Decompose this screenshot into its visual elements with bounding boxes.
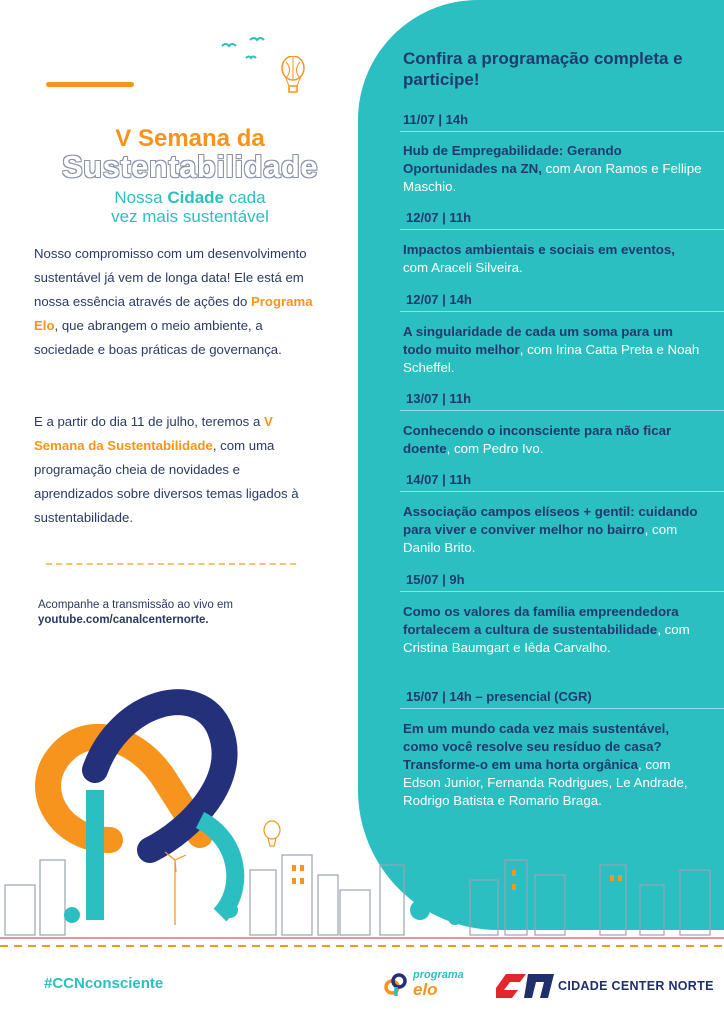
intro-paragraph — [34, 242, 316, 362]
event-description — [403, 323, 703, 377]
event-topic: A singularidade de cada um soma para um todo muito melhor — [403, 324, 673, 357]
event-description — [403, 603, 703, 657]
event-title-line1: V Semana da — [115, 125, 265, 152]
event-speakers: com Aron Ramos e Fellipe Maschio. — [403, 161, 702, 194]
logo-ccn-text: CIDADE CENTER NORTE — [558, 979, 714, 993]
event-speakers: , com Edson Junior, Fernanda Rodrigues, Le Andrade, Rodrigo Batista e Romario Braga. — [403, 757, 688, 808]
event-date: 11/07 | 14h — [403, 112, 469, 127]
event-topic: Associação campos elíseos + gentil: cuidando para viver e conviver melhor no bairro — [403, 504, 698, 537]
program-title: Confira a programação completa e participe! — [403, 49, 683, 89]
youtube-link[interactable]: youtube.com/canalcenternorte. — [38, 614, 209, 626]
elo-loop-icon — [383, 970, 411, 1000]
event-topic: Hub de Empregabilidade: Gerando Oportunidades na ZN, — [403, 143, 622, 176]
event-speakers: , com Danilo Brito. — [403, 522, 678, 555]
event-title-block — [60, 126, 320, 226]
date-divider — [400, 410, 724, 411]
event-description — [403, 503, 703, 557]
event-date: 14/07 | 11h — [406, 472, 472, 487]
date-divider — [400, 311, 724, 312]
cidade-center-norte-logo — [496, 968, 714, 1002]
event-subtitle — [60, 188, 320, 226]
event-topic: Impactos ambientais e sociais em eventos, — [403, 242, 675, 257]
intro-text-1: Nosso compromisso com um desenvolvimento sustentável já vem de longa data! Ele está em nossa essência através de ações do — [34, 246, 307, 309]
event-date: 12/07 | 11h — [406, 210, 472, 225]
second-paragraph — [34, 410, 316, 530]
second-text-2: , com uma programação cheia de novidades e aprendizados sobre diversos temas ligados à sustentabilidade. — [34, 438, 299, 525]
subtitle-post: cada — [224, 188, 266, 207]
live-stream-note — [38, 598, 338, 628]
date-divider — [400, 708, 724, 709]
event-date: 12/07 | 14h — [406, 292, 472, 307]
ccn-mark-icon — [496, 970, 554, 1000]
subtitle-bold: Cidade — [167, 188, 224, 207]
logo-elo-text: elo — [413, 980, 438, 999]
birds-icon — [220, 34, 280, 64]
event-date: 15/07 | 14h – presencial (CGR) — [406, 689, 592, 704]
subtitle-pre: Nossa — [114, 188, 168, 207]
date-divider — [400, 131, 724, 132]
logo-programa-text: programa — [413, 969, 464, 981]
event-speakers: , com Cristina Baumgart e Iêda Carvalho. — [403, 622, 690, 655]
event-speakers: , com Pedro Ivo. — [446, 441, 544, 456]
event-description — [403, 241, 703, 277]
event-topic: Conhecendo o inconsciente para não ficar doente — [403, 423, 672, 456]
dashed-divider — [46, 563, 296, 565]
orange-accent-bar — [46, 82, 134, 87]
event-speakers: com Araceli Silveira. — [403, 260, 523, 275]
event-date: 13/07 | 11h — [406, 391, 472, 406]
date-divider — [400, 491, 724, 492]
live-text: Acompanhe a transmissão ao vivo em — [38, 599, 233, 611]
intro-text-2: , que abrangem o meio ambiente, a sociedade e boas práticas de governança. — [34, 318, 282, 357]
event-date: 15/07 | 9h — [406, 572, 465, 587]
second-highlight: V Semana da Sustentabilidade — [34, 414, 273, 453]
programa-elo-logo — [383, 966, 483, 1006]
second-text-1: E a partir do dia 11 de julho, teremos a — [34, 414, 264, 429]
event-description — [403, 422, 703, 458]
event-description — [403, 142, 703, 196]
subtitle-line2: vez mais sustentável — [111, 207, 269, 226]
hot-air-balloon-icon — [280, 56, 306, 96]
event-topic: Como os valores da família empreendedora fortalecem a cultura de sustentabilidade — [403, 604, 679, 637]
intro-highlight: Programa Elo — [34, 294, 313, 333]
event-topic: Em um mundo cada vez mais sustentável, como você resolve seu resíduo de casa? Transforme-o em uma horta orgânica — [403, 721, 670, 772]
event-speakers: , com Irina Catta Preta e Noah Scheffel. — [403, 342, 700, 375]
event-title-line2: Sustentabilidade — [61, 149, 319, 184]
date-divider — [400, 591, 724, 592]
event-description — [403, 720, 703, 810]
hashtag: #CCNconsciente — [44, 975, 164, 992]
date-divider — [400, 229, 724, 230]
